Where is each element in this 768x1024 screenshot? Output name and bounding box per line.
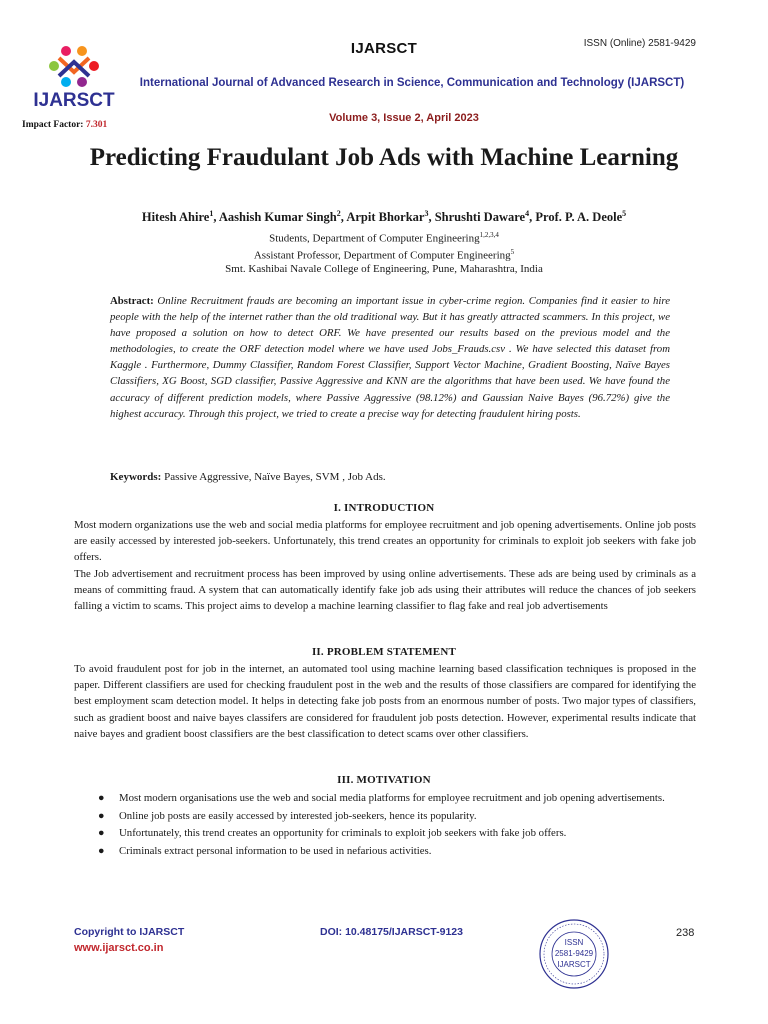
footer-website-link[interactable]: www.ijarsct.co.in <box>74 942 164 954</box>
page-number: 238 <box>676 927 695 939</box>
journal-short-title: IJARSCT <box>350 40 418 57</box>
bullet-icon: ● <box>98 844 105 857</box>
impact-factor-label: Impact Factor: <box>22 120 86 130</box>
introduction-paragraph: Most modern organizations use the web and social media platforms for employee recruitment and job opening advertisements. Online job posts are easily accessed by interested job-seekers. Unfortunately, this trend creates an opportunity for criminals to exploit job seekers with fake job offers. <box>74 519 696 564</box>
list-item-text: Criminals extract personal information to be used in nefarious activities. <box>119 844 432 857</box>
author-name: Hitesh Ahire <box>141 210 210 225</box>
section-heading-motivation: III. MOTIVATION <box>337 774 431 786</box>
list-item-text: Online job posts are easily accessed by interested job-seekers, hence its popularity. <box>119 809 477 822</box>
author-sup: 2 <box>336 209 341 218</box>
author-sup: 3 <box>424 209 429 218</box>
seal-icon <box>538 918 610 990</box>
issn-seal <box>538 918 610 990</box>
author-sup: 1 <box>209 209 214 218</box>
seal-line-journal: IJARSCT <box>557 960 591 969</box>
keywords-text: Passive Aggressive, Naïve Bayes, SVM , Job Ads. <box>161 471 386 483</box>
affiliation-text: Smt. Kashibai Navale College of Engineering, Pune, Maharashtra, India <box>225 263 543 275</box>
abstract <box>110 293 670 422</box>
section-heading-problem-statement: II. PROBLEM STATEMENT <box>311 646 457 658</box>
footer-doi-link[interactable]: DOI: 10.48175/IJARSCT-9123 <box>320 926 463 938</box>
abstract-label: Abstract: <box>110 295 154 307</box>
list-item <box>74 809 696 825</box>
paper-title: Predicting Fraudulant Job Ads with Machine Learning <box>89 144 679 171</box>
list-item <box>74 791 696 807</box>
abstract-text: Online Recruitment frauds are becoming an important issue in cyber-crime region. Companies find it easier to hire people with the help of the internet rather than the old traditional way. But it has greatly attracted scammers. In this project, we have proposed a solution on how to detect ORF. We have presented our results based on the previous model and the methodologies, to create the ORF detection model where we have used Jobs_Frauds.csv . We have selected this dataset from Kaggle . Furthermore, Dummy Classifier, Random Forest Classifier, Support Vector Machine, Gradient Boosting, Naïve Bayes Classifiers, XG Boost, SGD classifier, Passive Aggressive and KNN are the algorithms that have been used. We have found the accuracy of different prediction models, where Passive Aggressive (98.12%) and Gaussian Naive Bayes (96.72%) give the highest accuracy. Through this project, we tried to create a precise way for detecting fraudulent hiring posts. <box>110 295 670 420</box>
impact-factor-value: 7.301 <box>85 120 108 130</box>
author-name: Shrushti Daware <box>434 210 526 225</box>
bullet-icon: ● <box>98 827 105 839</box>
author-sup: 4 <box>525 209 530 218</box>
affiliation-text: Assistant Professor, Department of Computer Engineering <box>253 249 511 262</box>
affiliation-sup: 5 <box>510 248 515 256</box>
logo-text: IJARSCT <box>33 90 115 111</box>
author-name: Arpit Bhorkar <box>346 210 425 225</box>
motivation-list <box>74 791 696 861</box>
list-item-text: Unfortunately, this trend creates an opportunity for criminals to exploit job seekers with fake job offers. <box>119 827 567 839</box>
bullet-icon: ● <box>98 792 105 804</box>
problem-statement-paragraph: To avoid fraudulent post for job in the internet, an automated tool using machine learning based classification techniques is proposed in the paper. Different classifiers are used for checking fraudulent post in the web and the results of those classifiers are compared for identifying the best employment scam detection model. It helps in detecting fake job posts from an enormous number of posts. Two major types of classifiers, such as gradient boost and naive bayes classifers are considered for fraudulent job posts detection. However, experimental results indicate that naive bayes and gradient boost classifiers are the best classification to detect scams over other classifiers. <box>74 663 696 740</box>
keywords-label: Keywords: <box>110 471 162 483</box>
author-name: Prof. P. A. Deole <box>535 210 623 225</box>
list-item-text: Most modern organisations use the web and social media platforms for employee recruitment and job opening advertisements. <box>119 792 665 804</box>
author-list: Hitesh Ahire$^1$, Aashish Kumar Singh$^2$, Arpit Bhorkar$^3$, Shrushti Daware$^4$, Prof. P. A. Deole$^5$ <box>141 209 627 225</box>
introduction-paragraph: The Job advertisement and recruitment process has been improved by using online advertisements. These ads are being used by criminals as a means of committing fraud. A system that can automatically identify fake job ads using their attributes will reduce the chances of job seekers falling a victim to scams. This project aims to develop a machine learning classifier to flag fake and real job advertisements <box>74 568 696 613</box>
footer-copyright: Copyright to IJARSCT <box>74 926 185 938</box>
affiliation-sup: 1,2,3,4 <box>479 231 499 239</box>
section-heading-introduction: I. INTRODUCTION <box>333 502 435 514</box>
volume-issue: Volume 3, Issue 2, April 2023 <box>329 112 479 124</box>
seal-line-issn: ISSN <box>564 938 584 947</box>
bullet-icon: ● <box>98 809 105 822</box>
author-name: Aashish Kumar Singh <box>218 210 337 225</box>
author-sup: 5 <box>622 209 627 218</box>
list-item <box>74 826 696 842</box>
list-item <box>74 844 696 860</box>
affiliation-text: Students, Department of Computer Engineering <box>269 232 480 245</box>
journal-full-title: International Journal of Advanced Research in Science, Communication and Technology (IJARSCT) <box>139 77 685 89</box>
seal-line-number: 2581-9429 <box>554 949 594 958</box>
keywords <box>110 471 670 483</box>
affiliation <box>40 261 728 277</box>
issn: ISSN (Online) 2581-9429 <box>583 38 696 49</box>
